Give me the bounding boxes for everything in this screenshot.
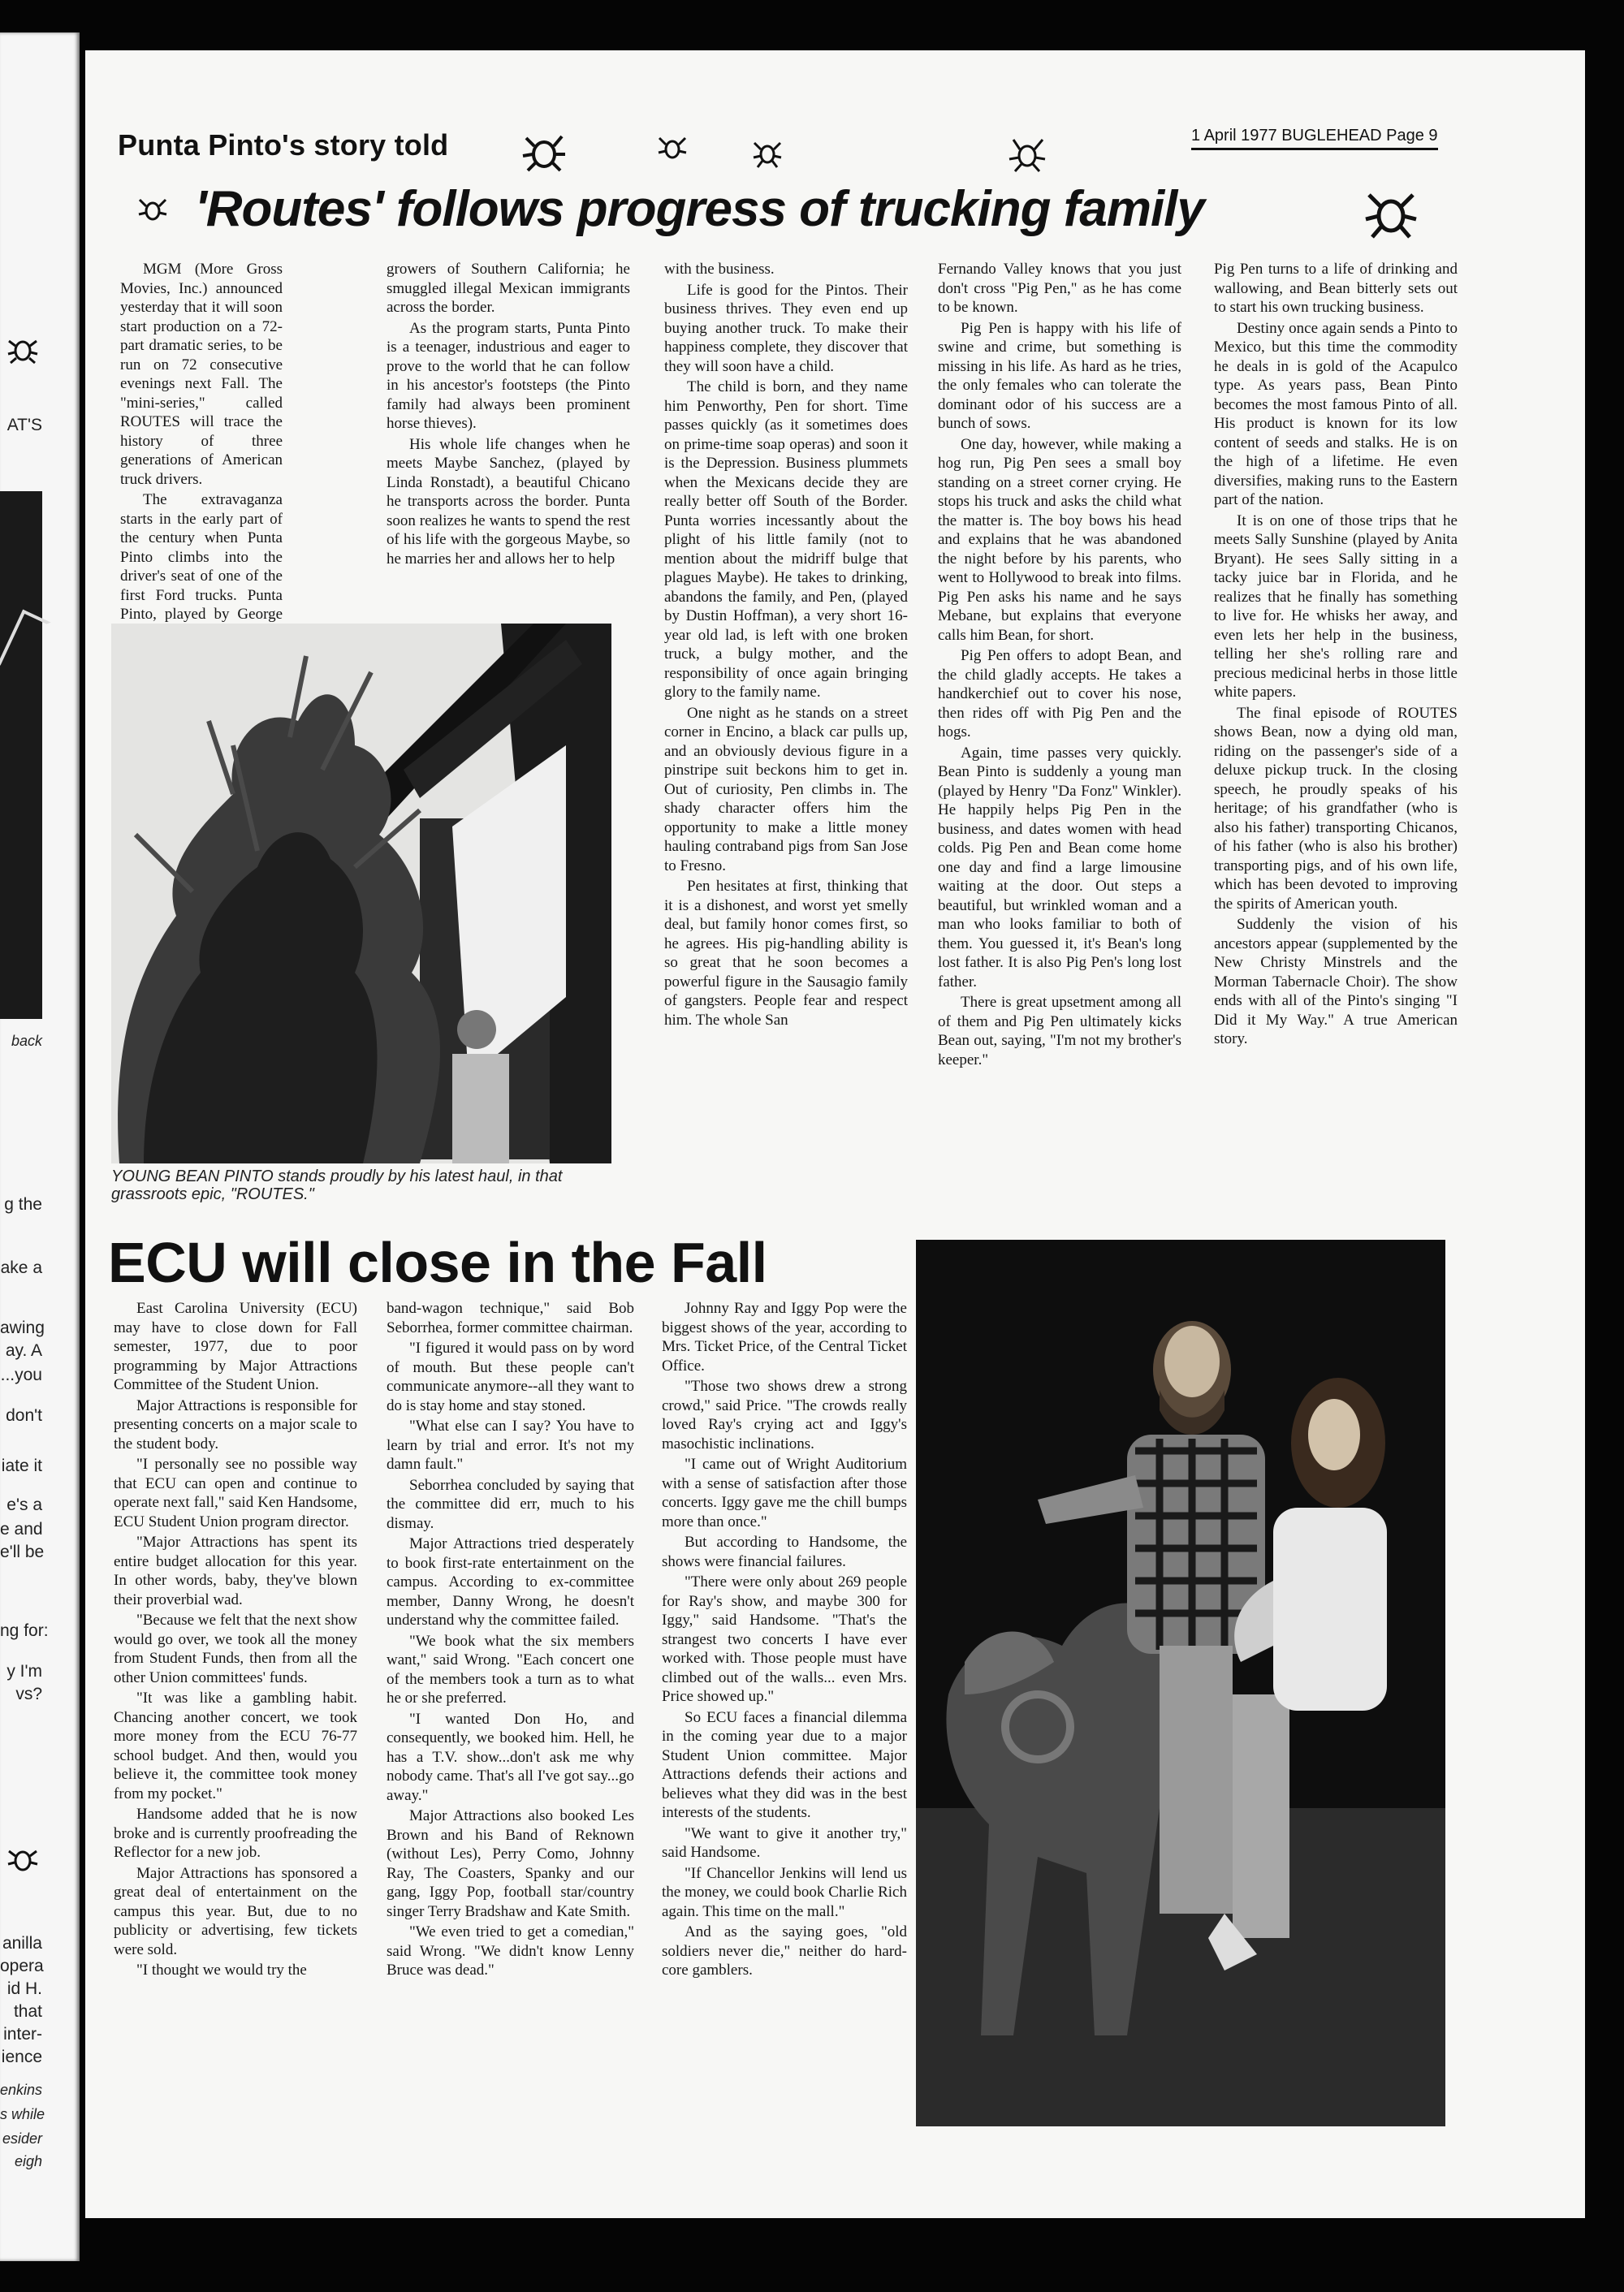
headline-routes: 'Routes' follows progress of trucking family xyxy=(195,181,1204,237)
bleed-text-line: that xyxy=(13,2002,42,2021)
bug-icon xyxy=(1363,187,1419,244)
paragraph: "Major Attractions has spent its entire budget allocation for this year. In other words, baby, they've blown their proverbial wad. xyxy=(114,1534,357,1608)
paragraph: As the program starts, Punta Pinto is a teenager, industrious and eager to prove to the world that he can follow in his ancestor's footsteps (the Pinto family had always been prominent horse thieves). xyxy=(387,319,630,432)
paragraph: Major Attractions also booked Les Brown and his Band of Reknown (without Les), Perry Como, Johnny Ray, The Coasters, Spanky and our gang, Iggy Pop, football star/country singer Terry Bradshaw and Kate Smith. xyxy=(387,1807,634,1920)
bug-icon xyxy=(6,1843,39,1875)
paragraph: Life is good for the Pintos. Their business thrives. They even end up buying another truck. To make their happiness complete, they discover that they will soon have a child. xyxy=(664,281,908,375)
bleed-text-line: don't xyxy=(6,1406,42,1425)
paragraph: Major Attractions has sponsored a great deal of entertainment on the campus this year. But, due to no publicity or advertising, few tickets were sold. xyxy=(114,1864,357,1958)
bleed-text-line: awing xyxy=(0,1319,45,1337)
bleed-text-line: esider xyxy=(2,2130,42,2147)
paragraph: Pig Pen turns to a life of drinking and wallowing, and Bean bitterly sets out to start his own trucking business. xyxy=(1214,261,1458,316)
photo-bean-pinto xyxy=(111,624,611,1163)
bleed-text-line: ng for: xyxy=(0,1621,49,1640)
story2-column-2 xyxy=(387,1299,634,2127)
paragraph: MGM (More Gross Movies, Inc.) announced yesterday that it will soon start production on a 72-part dramatic series, to be run on 72 consecutive evenings next Fall. The "mini-series," called ROUTES will trace the history of three generations of American truck drivers. xyxy=(120,261,283,488)
bleed-text-line: vs? xyxy=(15,1685,42,1703)
bleed-text-line: s while xyxy=(0,2106,45,2122)
paragraph: Pig Pen is happy with his life of swine and crime, but something is missing in his life. As hard as he tries, the only females who can tolerate the dominant odor of his success are a bunch of sows. xyxy=(938,319,1181,432)
paragraph: growers of Southern California; he smuggled illegal Mexican immigrants across the border. xyxy=(387,261,630,316)
photo-caption: YOUNG BEAN PINTO stands proudly by his latest haul, in that grassroots epic, "ROUTES." xyxy=(111,1168,563,1203)
story2-column-1 xyxy=(114,1299,357,2127)
paragraph: The extravaganza starts in the early part of the century when Punta Pinto climbs into the driver's seat of one of the first Ford trucks. Punta Pinto, played by George xyxy=(120,491,283,623)
paragraph: "If Chancellor Jenkins will lend us the money, we could book Charlie Rich again. This time on the mall." xyxy=(662,1864,907,1920)
paragraph: Handsome added that he is now broke and is currently proofreading the Reflector for a new job. xyxy=(114,1806,357,1861)
paragraph: His whole life changes when he meets Maybe Sanchez, (played by Linda Ronstadt), a beautiful Chicano he transports across the border. Punta soon realizes he wants to spend the rest of his life with the gorgeous Maybe, so he marries her and allows her to help xyxy=(387,435,630,568)
story1-column-4 xyxy=(938,260,1181,1206)
paragraph: "Because we felt that the next show would go over, we took all the money from Student Funds, then from all the other Union committees' funds. xyxy=(114,1612,357,1686)
paragraph: One day, however, while making a hog run, Pig Pen sees a small boy standing on a street corner crying. He stops his truck and asks the child what the matter is. The boy bows his head and explains that he was abandoned the night before by his parents, who went to Hollywood to break into films. Pig Pen asks his name and he says Mebane, but explains that everyone calls him Bean, for short. xyxy=(938,435,1181,644)
bleed-text-line: e and xyxy=(0,1520,43,1539)
bleed-photo xyxy=(0,491,42,1019)
bleed-text-line: inter- xyxy=(3,2025,42,2044)
bleed-text-line: enkins xyxy=(0,2082,43,2098)
bleed-text-line: e's a xyxy=(6,1496,42,1514)
bleed-caption: back xyxy=(11,1033,42,1049)
paragraph: But according to Handsome, the shows were financial failures. xyxy=(662,1534,907,1570)
bug-icon xyxy=(520,130,568,175)
paragraph: Fernando Valley knows that you just don't cross "Pig Pen," as he has come to be known. xyxy=(938,261,1181,316)
paragraph: So ECU faces a financial dilemma in the coming year due to a major Student Union committee. Major Attractions defends their actions and believes what they did was in the best interests of the students. xyxy=(662,1708,907,1821)
bleed-text-line: ...you xyxy=(0,1366,42,1384)
bug-icon xyxy=(136,193,169,226)
paragraph: "I thought we would try the xyxy=(136,1962,307,1979)
paragraph: Major Attractions tried desperately to book first-rate entertainment on the campus. According to ex-committee member, Danny Wrong, he doesn't understand why the committee failed. xyxy=(387,1535,634,1629)
story1-column-5 xyxy=(1214,260,1458,1206)
bleed-text-line: y I'm xyxy=(6,1662,42,1681)
bleed-text-line: opera xyxy=(0,1957,44,1975)
paragraph: Seborrhea concluded by saying that the committee did err, much to his dismay. xyxy=(387,1476,634,1532)
story1-column-3 xyxy=(664,260,908,1206)
paragraph: "I wanted Don Ho, and consequently, we booked him. Hell, he has a T.V. show...don't ask me why nobody came. That's all I've got say...go away." xyxy=(387,1710,634,1804)
section-kicker: Punta Pinto's story told xyxy=(118,128,449,162)
paragraph: "We book what the six members want," said Wrong. "Each concert one of the members took a turn as to what he or she preferred. xyxy=(387,1632,634,1707)
bug-icon xyxy=(6,333,39,365)
paragraph: The final episode of ROUTES shows Bean, now a dying old man, riding on the passenger's side of a deluxe pickup truck. In the closing speech, he proudly speaks of his heritage; of his grandfather (who is also his father) transporting Chicanos, of his father (who is also his brother) transporting pigs, and of his own life, which has been devoted to improving the spirits of American youth. xyxy=(1214,704,1458,913)
bleed-text-line: ay. A xyxy=(5,1341,42,1360)
paragraph: "We even tried to get a comedian," said Wrong. "We didn't know Lenny Bruce was dead." xyxy=(387,1923,634,1979)
dateline: 1 April 1977 BUGLEHEAD Page 9 xyxy=(1191,127,1438,150)
paragraph: "There were only about 269 people for Ray's show, and maybe 300 for Iggy," said Handsome. "That's the strangest two concerts I have ever worked with. Those people must have climbed out of the walls... even Mrs. Price showed up." xyxy=(662,1573,907,1705)
paragraph: Pig Pen offers to adopt Bean, and the child gladly accepts. He takes a handkerchief out to cover his nose, then rides off with Pig Pen and the hogs. xyxy=(938,647,1181,740)
paragraph: "It was like a gambling habit. Chancing another concert, we took more money from the ECU 76-77 school budget. And then, would you believe it, the committee took money from my pocket." xyxy=(114,1690,357,1802)
story1-column-2 xyxy=(387,260,630,617)
paragraph: band-wagon technique," said Bob Seborrhea, former committee chairman. xyxy=(387,1300,634,1336)
paragraph: And as the saying goes, "old soldiers never die," neither do hard-core gamblers. xyxy=(662,1923,907,1979)
bug-icon xyxy=(1007,136,1047,173)
paragraph: It is on one of those trips that he meets Sally Sunshine (played by Anita Bryant). He sees Sally sitting in a tacky juice bar in Florida, and he realizes that he finally has something to live for. He whisks her away, and even lets her help in the business, telling her she's rolling rare and precious medicinal herbs in those little white papers. xyxy=(1214,511,1458,701)
paragraph: "I came out of Wright Auditorium with a sense of satisfaction after those concerts. Iggy gave me the chill bumps more than once." xyxy=(662,1456,907,1530)
photo-two-men-on-ram-statue xyxy=(916,1240,1445,2126)
paragraph: Destiny once again sends a Pinto to Mexico, but this time the commodity he deals in is gold of the Acapulco type. As years pass, Bean Pinto becomes the most famous Pinto of all. His product is known for its low content of seeds and stalks. He is on the high of a lifetime. He even diversifies, making runs to the Eastern part of the nation. xyxy=(1214,319,1458,508)
bug-icon xyxy=(656,132,689,164)
paragraph: The child is born, and they name him Penworthy, Pen for short. Time passes quickly (as it sometimes does on prime-time soap operas) and soon it is the Depression. Business plummets when the Mexicans decide they are really better off South of the Border. Punta worries incessantly about the plight of his little family (not to mention about the midriff bulge that plagues Maybe). He takes to drinking, abandons the family, and Pen, (played by Dustin Hoffman), a very short 16-year old lad, is left with one broken truck, a bulgy mother, and the responsibility of once again bringing glory to the family name. xyxy=(664,378,908,701)
paragraph: Suddenly the vision of his ancestors appear (supplemented by the New Christy Minstrels and the Morman Tabernacle Choir). The show ends with all of the Pinto's singing "I Did it My Way." A true American story. xyxy=(1214,916,1458,1047)
paragraph: Johnny Ray and Iggy Pop were the biggest shows of the year, according to Mrs. Ticket Price, of the Central Ticket Office. xyxy=(662,1300,907,1375)
paragraph: with the business. xyxy=(664,261,775,278)
bug-icon xyxy=(751,136,784,169)
bleed-text-line: ake a xyxy=(0,1258,42,1277)
bleed-text-line: e'll be xyxy=(0,1543,45,1561)
bleed-text-line: iate it xyxy=(1,1457,42,1475)
story2-column-3 xyxy=(662,1299,907,2127)
bleed-text-line: g the xyxy=(4,1195,42,1214)
paragraph: "We want to give it another try," said Handsome. xyxy=(662,1824,907,1861)
paragraph: Pen hesitates at first, thinking that it is a dishonest, and worst yet smelly deal, but family honor comes first, so he agrees. His pig-handling ability is so great that he soon becomes a powerful figure in the Sausagio family of gangsters. People fear and respect him. The whole San xyxy=(664,878,908,1029)
paragraph: "What else can I say? You have to learn by trial and error. It's not my damn fault." xyxy=(387,1418,634,1473)
paragraph: There is great upsetment among all of them and Pig Pen ultimately kicks Bean out, saying, "I'm not my brother's keeper." xyxy=(938,994,1181,1068)
paragraph: Again, time passes very quickly. Bean Pinto is suddenly a young man (played by Henry "Da Fonz" Winkler). He happily helps Pig Pen in the business, and dates women with head colds. Pig Pen and Bean come home one day and find a large limousine waiting at the door. Out steps a beautiful, but wrinkled woman and a man who looks familiar to both of them. You guessed it, it's Bean's long lost father. It is also Pig Pen's long lost father. xyxy=(938,744,1181,991)
paragraph: Major Attractions is responsible for presenting concerts on a major scale to the student body. xyxy=(114,1396,357,1452)
bleed-text-line: ience xyxy=(1,2048,42,2066)
bleed-text-line: anilla xyxy=(2,1934,42,1953)
paragraph: "Those two shows drew a strong crowd," said Price. "The crowds really loved Ray's crying act and Iggy's masochistic inclinations. xyxy=(662,1378,907,1452)
bleed-text-line: id H. xyxy=(6,1979,42,1998)
paragraph: One night as he stands on a street corner in Encino, a black car pulls up, and an obviously devious figure in a pinstripe suit beckons him to get in. Out of curiosity, Pen climbs in. The shady character offers him the opportunity to make a little money hauling contraband pigs from San Jose to Fresno. xyxy=(664,704,908,874)
paragraph: East Carolina University (ECU) may have to close down for Fall semester, 1977, due to poor programming by Major Attractions Committee of the Student Union. xyxy=(114,1300,357,1393)
headline-ecu: ECU will close in the Fall xyxy=(108,1231,767,1294)
paragraph: "I figured it would pass on by word of mouth. But these people can't communicate anymore--all they want to do is stay home and stay stoned. xyxy=(387,1340,634,1414)
bleed-text-line: AT'S xyxy=(6,416,42,434)
adjacent-page-edge xyxy=(0,32,80,2261)
bleed-text-line: eigh xyxy=(14,2153,42,2169)
paragraph: "I personally see no possible way that ECU can open and continue to operate next fall," said Ken Handsome, ECU Student Union program director. xyxy=(114,1456,357,1530)
